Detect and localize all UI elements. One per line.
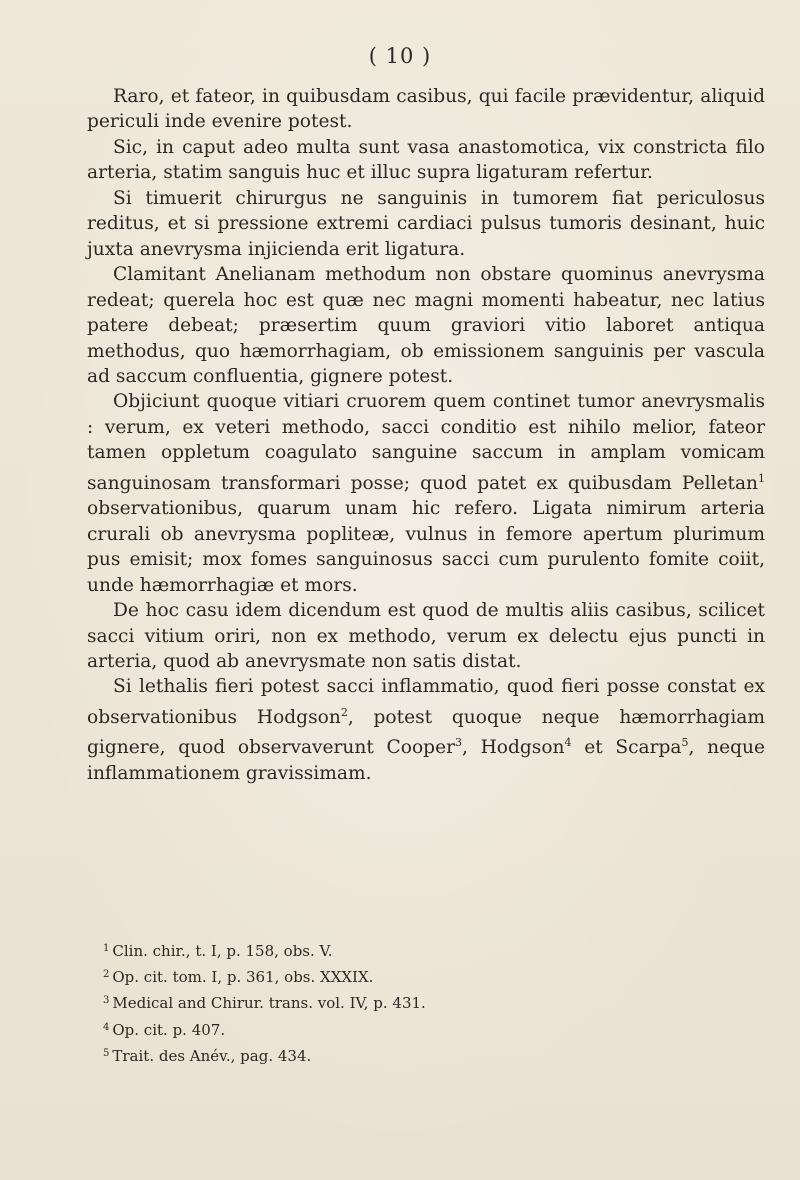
paragraph-4: Clamitant Anelianam methodum non obstare quominus anevrysma redeat; querela hoc est quæ nec magni momenti habeatur, nec latius patere debeat; præsertim quum graviori vitio laboret antiqua methodus, quo hæmorrhagiam, ob emissionem sanguinis per vascula ad saccum confluentia, gignere potest.	[87, 264, 765, 387]
footnote-2	[103, 963, 663, 989]
footnote-ref-5: 5	[681, 736, 689, 750]
footnote-ref-3: 3	[454, 736, 462, 750]
footnote-mark-2: 2	[103, 969, 110, 981]
footnote-text-5: Trait. des Anév., pag. 434.	[112, 1046, 312, 1065]
footnote-mark-1: 1	[103, 943, 110, 954]
footnote-mark-4: 4	[103, 1021, 110, 1033]
footnote-ref-1: 1	[758, 471, 765, 485]
paragraph-7	[87, 674, 765, 786]
paragraph-7-text-e: , neque inflammationem gravissimam.	[87, 737, 765, 784]
paragraph-7-text-c: , Hodgson	[461, 737, 565, 759]
footnote-ref-4: 4	[564, 736, 572, 750]
footnote-1	[103, 937, 663, 963]
paragraph-7-text-d: et Scarpa	[571, 737, 682, 759]
footnote-text-2: Op. cit. tom. I, p. 361, obs. XXXIX.	[112, 968, 374, 987]
footnote-3	[103, 989, 663, 1015]
paragraph-5-text-b: observationibus, quarum unam hic refero. Ligata nimirum arteria crurali ob anevrysma popliteæ, vulnus in femore apertum plurimum pus emisit; mox fomes sanguinosus sacci cum purulento fomite coiit, unde hæmorrhagiæ et mors.	[87, 498, 765, 596]
paragraph-7-text-a: Si lethalis fieri potest sacci inflammatio, quod fieri posse constat ex observationibus Hodgson	[87, 676, 765, 728]
footnote-mark-3: 3	[103, 995, 110, 1007]
footnote-4	[103, 1016, 663, 1042]
main-text	[87, 84, 765, 786]
paragraph-6: De hoc casu idem dicendum est quod de multis aliis casibus, scilicet sacci vitium oriri, non ex methodo, verum ex delectu ejus puncti in arteria, quod ab anevrysmate non satis distat.	[87, 600, 765, 672]
footnote-mark-5: 5	[103, 1047, 110, 1059]
footnote-5	[103, 1042, 663, 1068]
paragraph-5	[87, 389, 765, 598]
footnote-text-1: Clin. chir., t. I, p. 158, obs. V.	[112, 942, 333, 960]
page-number: ( 10 )	[368, 44, 432, 68]
paragraph-7-text-b: , potest quoque neque hæmorrhagiam gignere, quod observaverunt Cooper	[87, 706, 765, 759]
paragraph-1: Raro, et fateor, in quibusdam casibus, qui facile prævidentur, aliquid periculi inde evenire potest.	[87, 86, 765, 133]
footnote-ref-2: 2	[340, 705, 348, 719]
footnote-text-3: Medical and Chirur. trans. vol. IV, p. 431.	[112, 994, 426, 1013]
paragraph-3: Si timuerit chirurgus ne sanguinis in tumorem fiat periculosus reditus, et si pressione extremi cardiaci pulsus tumoris desinant, huic juxta anevrysma injicienda erit ligatura.	[87, 187, 765, 260]
footnotes	[103, 937, 663, 1068]
paragraph-2: Sic, in caput adeo multa sunt vasa anastomotica, vix constricta filo arteria, statim sanguis huc et illuc supra ligaturam refertur.	[87, 136, 765, 184]
footnote-text-4: Op. cit. p. 407.	[112, 1020, 226, 1039]
paragraph-5-text-a: Objiciunt quoque vitiari cruorem quem continet tumor anevrysmalis : verum, ex veteri methodo, sacci conditio est nihilo melior, fateor tamen oppletum coagulato sanguine saccum in amplam vomicam sanguinosam transformari posse; quod patet ex quibusdam Pelletan	[87, 391, 765, 494]
